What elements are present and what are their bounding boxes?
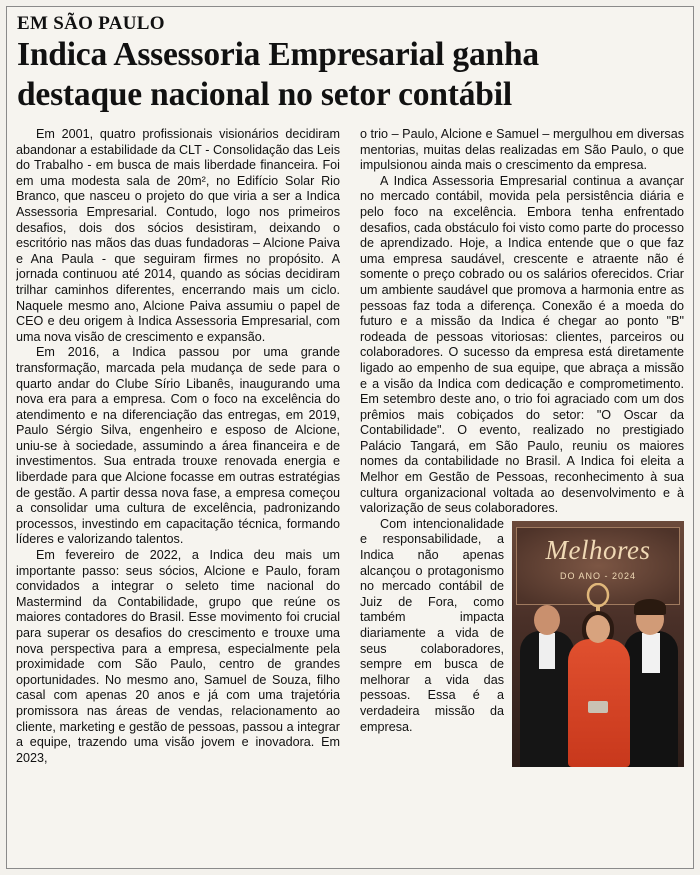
clutch-bag: [588, 701, 608, 713]
award-photo: [512, 521, 684, 767]
headline-line-2: destaque nacional no setor contábil: [17, 76, 512, 113]
paragraph-award: A Indica Assessoria Empresarial continua a avançar no mercado contábil, movida pela persistência diária e pelo foco na excelência. Embora tenha enfrentado desafios, cada obstáculo foi visto como parte do processo de aprendizado. Hoje, a Indica entende que o que faz uma empresa saudável, crescente e atraente não é somente o preço cobrado ou os salários oferecidos. Criar um ambiente saudável que promova a harmonia entre as pessoas faz toda a diferença. Conexão é a moeda do futuro e a missão da Indica é chegar ao ponto "B" rodeada de pessoas vitoriosas: clientes, parceiros ou colaboradores. O sucesso da empresa está diretamente ligado ao empenho de sua equipe, que abraça a missão e a visão da Indica com dedicação e comprometimento. Em setembro deste ano, o trio foi agraciado com um dos prêmios mais cobiçados do setor: "O Oscar da Contabilidade". O evento, realizado no prestigiado Palácio Tangará, em São Paulo, reuniu os maiores nomes da contabilidade no Brasil. A Indica foi eleita a Melhor em Gestão de Pessoas, reconhecimento à sua cultura organizacional voltada ao desenvolvimento e à valorização de seus colaboradores.: [360, 173, 684, 516]
paragraph-transformation: Em 2016, a Indica passou por uma grande transformação, marcada pela mudança de sede para o quarto andar do Clube Sírio Libanês, inaugurando uma nova era para a empresa. Com o foco na excelência do atendimento e na diferenciação das entregas, em 2019, Paulo Sérgio Silva, engenheiro e esposo de Alcione, uniu-se à sociedade, assumindo a área financeira e de investimentos. Sua entrada trouxe renovada energia e liberdade para que Alcione focasse em outras estratégias de gestão. A partir dessa nova fase, a empresa começou a consolidar uma cultura de excelência, padronizando processos, investindo em capacitação técnica, formando líderes e valorizando talentos.: [16, 345, 340, 547]
photo-wrap-block: [360, 517, 684, 735]
person-right-hair: [634, 599, 666, 615]
person-right-shirt: [642, 633, 660, 673]
paragraph-mentorships: o trio – Paulo, Alcione e Samuel – mergulhou em diversas mentorias, muitas delas realizadas em São Paulo, o que impulsionou ainda mais o crescimento da empresa.: [360, 127, 684, 173]
article-column-left: [16, 127, 340, 855]
banner-title: Melhores: [545, 534, 651, 565]
paragraph-mission: Com intencionalidade e responsabilidade, a Indica não apenas alcançou o protagonismo no mercado contábil de Juiz de Fora, como também impacta diariamente a vida de seus colaboradores, sempre em busca de melhorar a vida das pessoas. Essa é a verdadeira missão da empresa.: [360, 516, 504, 734]
article-body: [16, 127, 684, 855]
banner-subtitle: DO ANO - 2024: [559, 570, 637, 581]
headline-line-1: Indica Assessoria Empresarial ganha: [17, 36, 539, 73]
section-kicker: EM SÃO PAULO: [17, 13, 165, 34]
person-left-head: [534, 605, 560, 635]
paragraph-mastermind: Em fevereiro de 2022, a Indica deu mais um importante passo: seus sócios, Alcione e Paulo, foram convidados a integrar o seleto time nacional do Mastermind da Contabilidade, grupo que reúne os maiores contadores do Brasil. Esse movimento foi crucial para superar os desafios do crescimento e trouxe uma nova perspectiva para a empresa, especialmente pela proximidade com São Paulo, centro de grandes oportunidades. No mesmo ano, Samuel de Souza, filho casal com apenas 20 anos e já com uma trajetória promissora nas áreas de vendas, relacionamento ao cliente, marketing e gestão de pessoas, passou a integrar a equipe, trazendo uma visão jovem e inovadora. Em 2023,: [16, 548, 340, 765]
paragraph-history: Em 2001, quatro profissionais visionários decidiram abandonar a estabilidade da CLT - Consolidação das Leis do Trabalho - em busca de mais liberdade financeira. Foi em uma modesta sala de 20m², no Edifício Solar Rio Branco, que nasceu o projeto do que viria a ser a Indica Assessoria Empresarial. Contudo, logo nos primeiros desafios, dois dos sócios desistiram, deixando o escritório nas mãos das duas fundadoras – Alcione Paiva e Ana Paula - que seguiram firmes no propósito. A jornada continuou até 2014, quando as sócias decidiram trilhar caminhos diferentes, encerrando mais um ciclo. Naquele mesmo ano, Alcione Paiva assumiu o papel de CEO e deu origem à Indica Assessoria Empresarial, com uma nova visão de crescimento e expansão.: [16, 127, 340, 344]
person-left-shirt: [539, 633, 555, 669]
person-center-head: [586, 615, 610, 643]
article-column-right: [360, 127, 684, 855]
